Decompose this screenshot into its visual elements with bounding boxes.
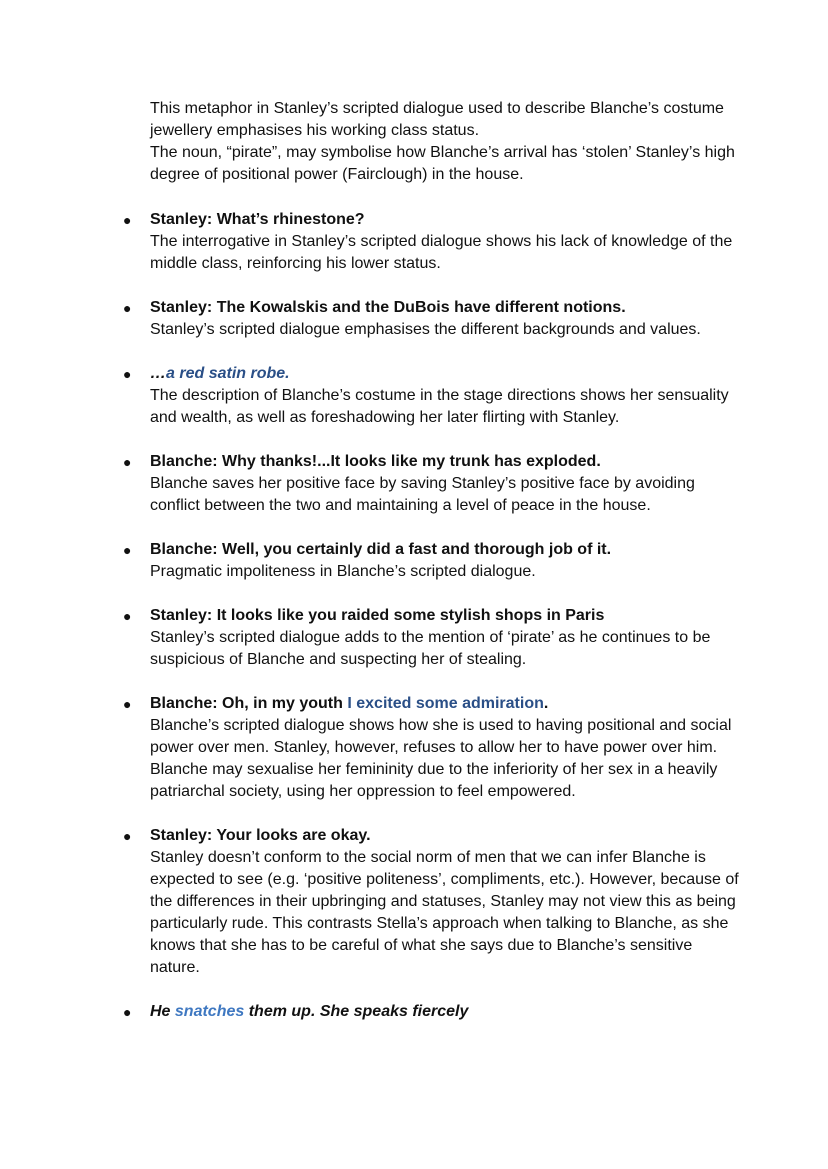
quote-highlight: a red satin robe. [166,365,290,382]
list-item [0,363,740,429]
bullet-icon: ● [123,366,132,382]
quote-suffix: . [543,695,549,712]
commentary: Stanley’s scripted dialogue adds to the mention of ‘pirate’ as he continues to be suspicious of Blanche and suspecting her of stealing. [150,629,711,668]
quote-prefix: … [150,365,166,382]
quote-suffix: them up. She speaks fiercely [244,1003,469,1020]
commentary: Stanley doesn’t conform to the social norm of men that we can infer Blanche is expected to see (e.g. ‘positive politeness’, compliments, etc.). However, because of the differences in their upbringing and statuses, Stanley may not view this as being particularly rude. This contrasts Stella’s approach when talking to Blanche, as she knows that she has to be careful of what she says due to Blanche’s sensitive nature. [150,849,739,976]
bullet-icon: ● [123,542,132,558]
list-item [0,605,740,671]
quote: Stanley: Your looks are okay. [150,827,371,844]
list-item [0,539,740,583]
quote: Stanley: The Kowalskis and the DuBois have different notions. [150,299,626,316]
list-item [0,1001,740,1023]
intro-paragraph [150,98,750,186]
analysis-list [0,209,828,1045]
commentary: Blanche’s scripted dialogue shows how she is used to having positional and social power over men. Stanley, however, refuses to allow her to have power over him. Blanche may sexualise her femininity due to the inferiority of her sex in a heavily patriarchal society, using her oppression to feel empowered. [150,717,732,800]
bullet-icon: ● [123,608,132,624]
list-item [0,209,740,275]
bullet-icon: ● [123,454,132,470]
commentary: Pragmatic impoliteness in Blanche’s scripted dialogue. [150,563,536,580]
intro-line: The noun, “pirate”, may symbolise how Blanche’s arrival has ‘stolen’ Stanley’s high degree of positional power (Fairclough) in the house. [150,144,735,183]
list-item [0,693,740,803]
list-item [0,451,740,517]
commentary: Stanley’s scripted dialogue emphasises the different backgrounds and values. [150,321,701,338]
quote [150,693,740,715]
bullet-icon: ● [123,828,132,844]
quote: Stanley: What’s rhinestone? [150,211,365,228]
bullet-icon: ● [123,696,132,712]
quote-prefix: He [150,1003,175,1020]
quote: Stanley: It looks like you raided some stylish shops in Paris [150,607,605,624]
intro-line: This metaphor in Stanley’s scripted dialogue used to describe Blanche’s costume jewellery emphasises his working class status. [150,100,724,139]
bullet-icon: ● [123,1004,132,1020]
list-item [0,297,740,341]
commentary: The interrogative in Stanley’s scripted dialogue shows his lack of knowledge of the middle class, reinforcing his lower status. [150,233,733,272]
quote: Blanche: Well, you certainly did a fast and thorough job of it. [150,541,612,558]
quote-highlight: I excited some admiration [347,695,544,712]
stage-direction [150,1001,740,1023]
bullet-icon: ● [123,212,132,228]
bullet-icon: ● [123,300,132,316]
quote-prefix: Blanche: Oh, in my youth [150,695,348,712]
commentary: The description of Blanche’s costume in the stage directions shows her sensuality and wealth, as well as foreshadowing her later flirting with Stanley. [150,387,729,426]
quote [150,363,740,385]
list-item [0,825,740,979]
quote: Blanche: Why thanks!...It looks like my trunk has exploded. [150,453,601,470]
quote-highlight: snatches [174,1003,245,1020]
commentary: Blanche saves her positive face by saving Stanley’s positive face by avoiding conflict between the two and maintaining a level of peace in the house. [150,475,695,514]
